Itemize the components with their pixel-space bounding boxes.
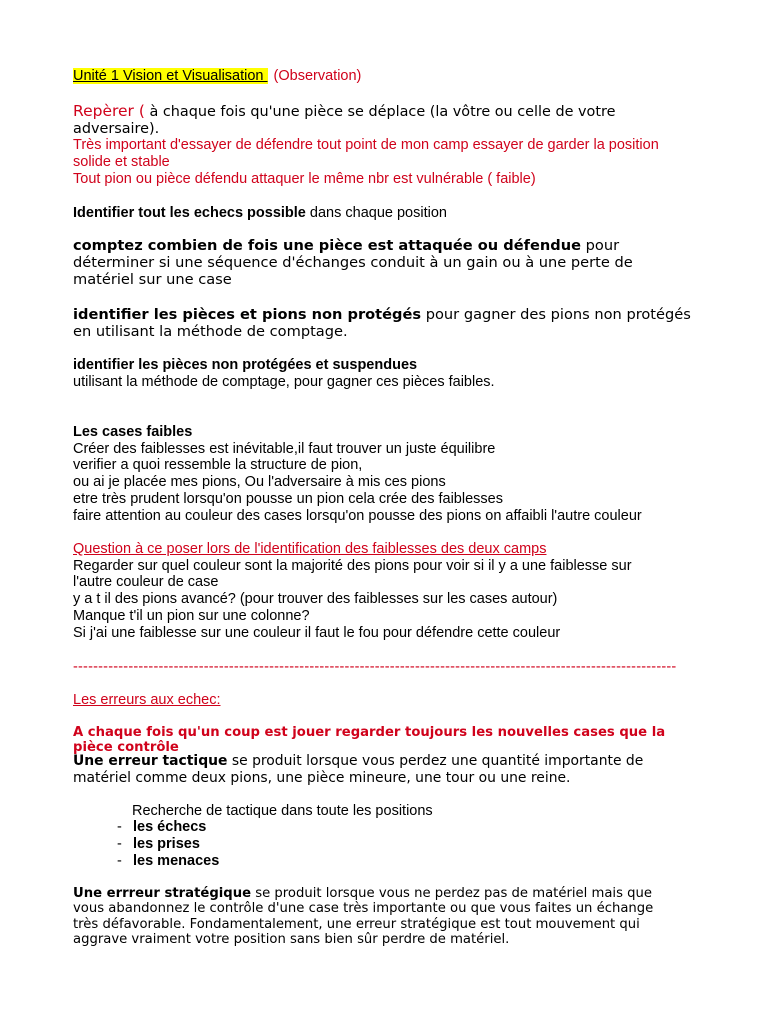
bullet-label: les échecs	[133, 819, 207, 835]
strategique-paragraph	[73, 886, 678, 947]
bullet-item	[117, 836, 200, 853]
erreurs-heading: Les erreurs aux echec:	[73, 692, 221, 708]
section-separator: ------------------------------------------------------------------------------------------------------------------------	[73, 659, 677, 675]
identifier-echecs-text: dans chaque position	[305, 205, 447, 221]
cases-faibles-line: ou ai je placée mes pions, Ou l'adversaire à mis ces pions	[73, 474, 446, 491]
suspendues-block	[73, 357, 698, 390]
reperer-important-line: Très important d'essayer de défendre tout point de mon camp essayer de garder la position solide et stable	[73, 137, 659, 170]
recherche-line: Recherche de tactique dans toute les positions	[132, 803, 433, 819]
tactique-paragraph	[73, 753, 698, 786]
bullet-item	[117, 853, 219, 870]
cases-faibles-heading: Les cases faibles	[73, 424, 193, 440]
bullet-label: les prises	[133, 836, 200, 852]
bullet-dash: -	[117, 853, 122, 869]
cases-faibles-line: verifier a quoi ressemble la structure de pion,	[73, 457, 363, 474]
bullet-dash: -	[117, 836, 122, 852]
bullet-item	[117, 819, 206, 836]
non-proteges-bold: identifier les pièces et pions non protégés	[73, 306, 422, 323]
comptez-paragraph	[73, 237, 698, 288]
unit-title	[73, 68, 698, 85]
cases-faibles-line: faire attention au couleur des cases lorsqu'on pousse des pions on affaibli l'autre couleur	[73, 507, 642, 524]
suspendues-bold: identifier les pièces non protégées et suspendues	[73, 357, 418, 373]
bullet-dash: -	[117, 819, 122, 835]
questions-heading: Question à ce poser lors de l'identification des faiblesses des deux camps	[73, 541, 547, 557]
questions-line: Regarder sur quel couleur sont la majorité des pions pour voir si il y a une faiblesse sur l'autre couleur de case	[73, 557, 632, 591]
tactique-text: se produit lorsque vous perdez une quantité importante de matériel comme deux pions, une pièce mineure, une tour ou une reine.	[73, 753, 644, 786]
identifier-echecs-line	[73, 205, 698, 222]
erreurs-warning: A chaque fois qu'un coup est jouer regarder toujours les nouvelles cases que la pièce contrôle	[73, 725, 666, 756]
non-proteges-text: pour gagner des pions non protégés en utilisant la méthode de comptage.	[73, 306, 691, 340]
questions-line: Manque t'il un pion sur une colonne?	[73, 607, 310, 624]
reperer-paragraph	[73, 103, 698, 138]
bullet-label: les menaces	[133, 853, 220, 869]
strategique-bold: Une errreur stratégique	[73, 886, 252, 901]
cases-faibles-line: etre très prudent lorsqu'on pousse un pion cela crée des faiblesses	[73, 490, 503, 507]
tactique-bold: Une erreur tactique	[73, 753, 228, 769]
questions-line: Si j'ai une faiblesse sur une couleur il faut le fou pour défendre cette couleur	[73, 624, 561, 641]
reperer-label: Repèrer (	[73, 102, 145, 120]
identifier-echecs-bold: Identifier tout les echecs possible	[73, 205, 306, 221]
reperer-vulnerable-line: Tout pion ou pièce défendu attaquer le même nbr est vulnérable ( faible)	[73, 171, 536, 187]
comptez-bold: comptez combien de fois une pièce est attaquée ou défendue	[73, 237, 581, 254]
unit-title-highlight: Unité 1 Vision et Visualisation	[73, 68, 268, 84]
questions-line: y a t il des pions avancé? (pour trouver des faiblesses sur les cases autour)	[73, 591, 558, 608]
cases-faibles-section	[73, 424, 698, 524]
suspendues-text: utilisant la méthode de comptage, pour gagner ces pièces faibles.	[73, 373, 495, 390]
non-proteges-paragraph	[73, 306, 698, 340]
comptez-text: pour déterminer si une séquence d'échanges conduit à un gain ou à une perte de matériel sur une case	[73, 237, 633, 288]
observation-label: (Observation)	[273, 68, 362, 84]
strategique-text: se produit lorsque vous ne perdez pas de matériel mais que vous abandonnez le contrôle d'une case très importante ou que vous faites un échange très défavorable. Fondamentalement, une erreur stratégique est tout mouvement qui aggrave vraiment votre position sans bien sûr perdre de matériel.	[73, 886, 654, 947]
reperer-text: à chaque fois qu'une pièce se déplace (la vôtre ou celle de votre adversaire).	[73, 104, 616, 137]
cases-faibles-line: Créer des faiblesses est inévitable,il faut trouver un juste équilibre	[73, 440, 496, 457]
questions-section	[73, 541, 698, 641]
